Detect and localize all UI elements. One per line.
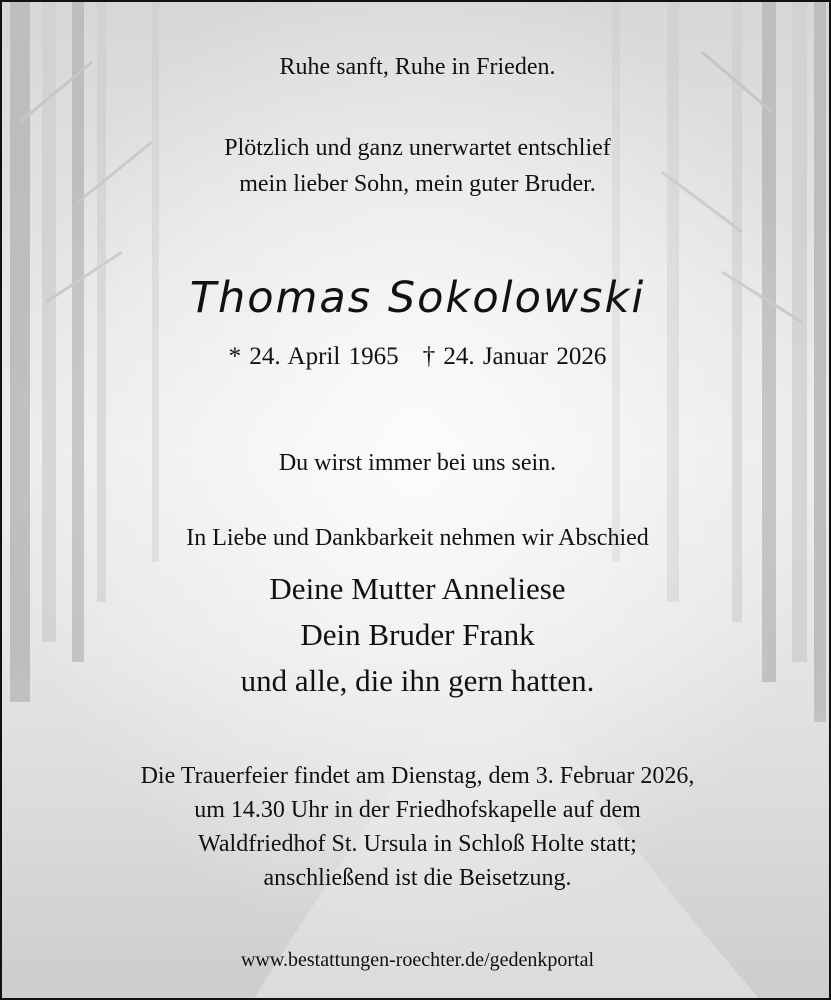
birth-date: * 24. April 1965 (228, 343, 399, 370)
announcement-line-2: mein lieber Sohn, mein guter Bruder. (239, 171, 596, 197)
farewell-intro: In Liebe und Dankbarkeit nehmen wir Abschied (186, 525, 649, 551)
service-line-1: Die Trauerfeier findet am Dienstag, dem 3. Februar 2026, (140, 763, 695, 789)
memorial-website-link[interactable]: www.bestattungen-roechter.de/gedenkportal (240, 949, 595, 971)
announcement-line-1: Plötzlich und ganz unerwartet entschlief (224, 135, 611, 161)
mourner-brother: Dein Bruder Frank (300, 617, 535, 652)
life-dates (2, 341, 831, 373)
service-line-2: um 14.30 Uhr in der Friedhofskapelle auf dem (194, 797, 641, 823)
quote-text: Du wirst immer bei uns sein. (278, 450, 557, 476)
mourner-others: und alle, die ihn gern hatten. (240, 663, 595, 698)
deceased-name: Thomas Sokolowski (189, 273, 646, 323)
service-line-4: anschließend ist die Beisetzung. (263, 865, 572, 891)
verse-text: Ruhe sanft, Ruhe in Frieden. (279, 54, 556, 80)
service-line-3: Waldfriedhof St. Ursula in Schloß Holte statt; (198, 831, 637, 857)
death-date: † 24. Januar 2026 (422, 343, 607, 370)
mourner-mother: Deine Mutter Anneliese (269, 571, 566, 606)
